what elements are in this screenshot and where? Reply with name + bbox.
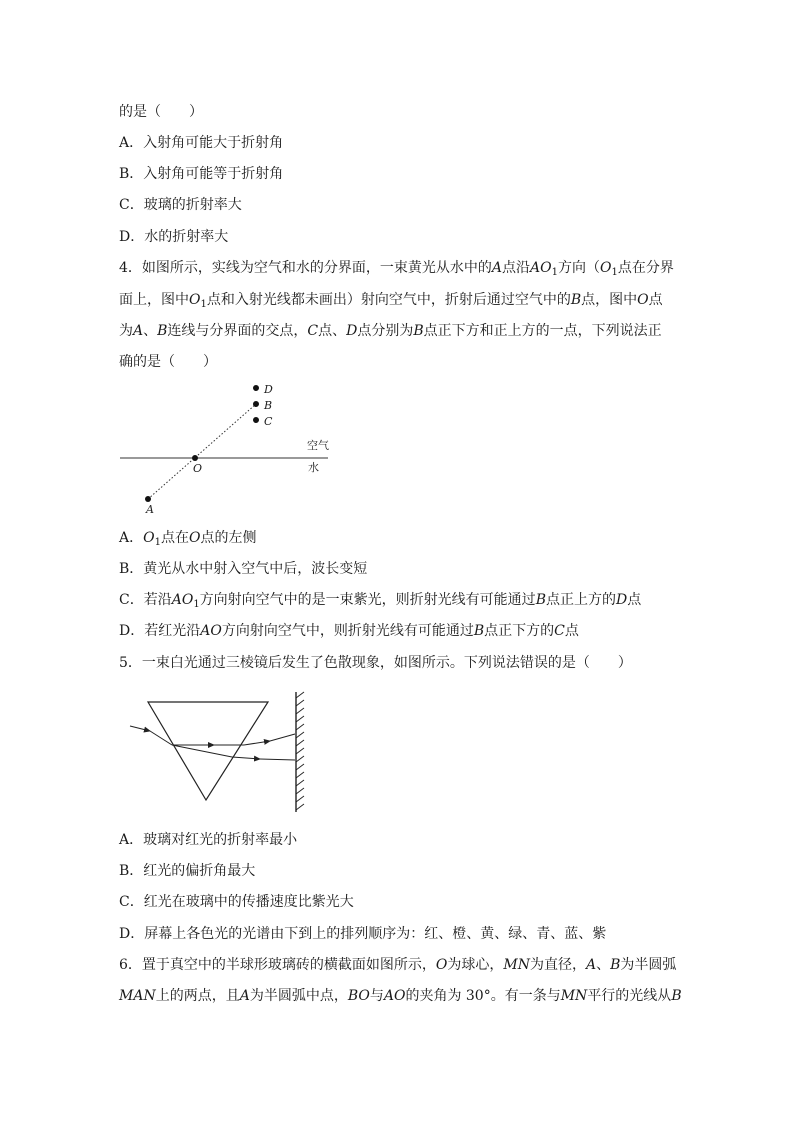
text-run: O: [637, 292, 649, 308]
text-run: C．若沿: [119, 592, 172, 608]
ray-out-upper-2: [270, 734, 295, 741]
text-run: A: [585, 957, 597, 973]
dotted-line-ab: [148, 404, 256, 499]
point-d: [253, 385, 259, 391]
ray-out-lower: [232, 757, 260, 759]
point-o: [192, 455, 198, 461]
ray-inside-lower: [172, 745, 232, 757]
text-run: A: [133, 323, 144, 339]
q6-stem-line-1: [119, 955, 676, 975]
q4-stem-line-3: [119, 321, 662, 341]
text-run: 点的左侧: [200, 530, 257, 546]
text-run: B: [413, 323, 424, 339]
text-run: 上的两点，且: [155, 988, 240, 1004]
subscript: 1: [611, 267, 618, 278]
subscript: 1: [551, 267, 558, 278]
label-o: O: [193, 462, 203, 475]
text-run: B: [535, 592, 546, 608]
q3-option-b: B．入射角可能等于折射角: [119, 166, 284, 182]
q4-stem-line-2: [119, 290, 663, 310]
text-run: 为球心，: [447, 957, 504, 973]
text-run: C: [307, 323, 319, 339]
q5-stem: 5．一束白光通过三棱镜后发生了色散现象，如图所示。下列说法错误的是（ ）: [119, 655, 632, 671]
text-run: A: [239, 988, 250, 1004]
text-run: AO: [200, 623, 222, 639]
text-run: AO: [530, 260, 552, 276]
text-run: 与: [369, 988, 384, 1004]
label-a: A: [146, 503, 154, 516]
text-run: O: [600, 260, 612, 276]
q5-option-c: C．红光在玻璃中的传播速度比紫光大: [119, 894, 354, 910]
q4-option-a: [119, 528, 256, 548]
text-run: 6．置于真空中的半球形玻璃砖的横截面如图所示，: [119, 957, 436, 973]
text-run: D: [615, 592, 628, 608]
prism: [148, 702, 268, 800]
text-run: 为半圆弧中点，: [249, 988, 348, 1004]
text-run: 4．如图所示，实线为空气和水的分界面，一束黄光从水中的: [119, 260, 492, 276]
text-run: D．若红光沿: [119, 623, 201, 639]
text-run: 点正下方的: [484, 623, 555, 639]
text-run: 点、: [318, 323, 347, 339]
text-run: O: [189, 292, 201, 308]
text-run: 为: [119, 323, 133, 339]
text-run: A: [491, 260, 503, 276]
q5-option-d: D．屏幕上各色光的光谱由下到上的排列顺序为：红、橙、黄、绿、青、蓝、紫: [119, 926, 607, 942]
text-run: 方向射向空气中，则折射光线有可能通过: [221, 623, 474, 639]
text-run: C: [554, 623, 565, 639]
point-c: [253, 417, 259, 423]
text-run: 点: [627, 592, 642, 608]
text-run: MN: [560, 988, 588, 1004]
label-air: 空气: [307, 439, 329, 452]
text-run: 点在: [160, 530, 189, 546]
text-run: 点沿: [502, 260, 531, 276]
text-run: AO: [383, 988, 406, 1004]
text-run: MAN: [119, 988, 156, 1004]
text-run: 点，图中: [581, 292, 638, 308]
text-run: AO: [171, 592, 194, 608]
text-run: BO: [347, 988, 370, 1004]
text-run: 、: [596, 957, 611, 973]
text-run: MN: [503, 957, 530, 973]
text-run: 点: [564, 623, 579, 639]
ray-out-upper: [244, 741, 270, 745]
text-run: O: [435, 957, 448, 973]
subscript: 1: [193, 599, 200, 610]
q3-stem-tail: 的是（ ）: [119, 104, 203, 120]
text-run: 方向（: [558, 260, 600, 276]
text-run: D: [346, 323, 358, 339]
text-run: B: [157, 323, 168, 339]
incident-ray: [130, 726, 150, 731]
q3-option-a: A．入射角可能大于折射角: [119, 135, 284, 151]
label-b: B: [264, 399, 273, 412]
q3-option-d: D．水的折射率大: [119, 229, 229, 245]
text-run: B: [570, 292, 582, 308]
text-run: 为直径，: [529, 957, 586, 973]
text-run: B: [671, 988, 682, 1004]
text-run: B: [610, 957, 621, 973]
text-run: 、: [143, 323, 158, 339]
q5-option-b: B．红光的偏折角最大: [119, 863, 256, 879]
q4-option-d: [119, 621, 579, 641]
text-run: 连线与分界面的交点，: [167, 323, 308, 339]
text-run: O: [188, 530, 201, 546]
q4-option-c: [119, 590, 641, 610]
text-run: 方向射向空气中的是一束紫光，则折射光线有可能通过: [199, 592, 536, 608]
text-run: O: [143, 530, 155, 546]
text-run: 点: [648, 292, 663, 308]
point-b: [253, 401, 259, 407]
text-run: 点分别为: [357, 323, 414, 339]
q4-stem-line-4: 确的是（ ）: [119, 354, 217, 370]
text-run: 点在分界: [617, 260, 674, 276]
q4-refraction-figure: [110, 378, 340, 518]
subscript: 1: [154, 537, 161, 548]
q4-stem-line-1: [119, 258, 674, 278]
point-a: [145, 496, 151, 502]
screen-hatching: [296, 692, 304, 810]
text-run: 平行的光线从: [587, 988, 672, 1004]
q4-option-b: B．黄光从水中射入空气中后，波长变短: [119, 561, 368, 577]
ray-out-lower-2: [260, 759, 295, 760]
text-run: 为半圆弧: [620, 957, 677, 973]
text-run: 点正上方的: [545, 592, 616, 608]
text-run: 点和入射光线都未画出）射向空气中，折射后通过空气中的: [206, 292, 571, 308]
text-run: 的夹角为 30°。有一条与: [405, 988, 561, 1004]
label-d: D: [264, 383, 273, 396]
q5-prism-figure: [120, 688, 320, 818]
label-water: 水: [308, 461, 319, 474]
text-run: 点正下方和正上方的一点，下列说法正: [423, 323, 662, 339]
subscript: 1: [200, 299, 207, 310]
text-run: A．: [119, 530, 144, 546]
text-run: 面上，图中: [119, 292, 189, 308]
text-run: B: [473, 623, 485, 639]
label-c: C: [264, 415, 273, 428]
q6-stem-line-2: [119, 986, 682, 1006]
q3-option-c: C．玻璃的折射率大: [119, 197, 242, 213]
q5-option-a: A．玻璃对红光的折射率最小: [119, 832, 298, 848]
